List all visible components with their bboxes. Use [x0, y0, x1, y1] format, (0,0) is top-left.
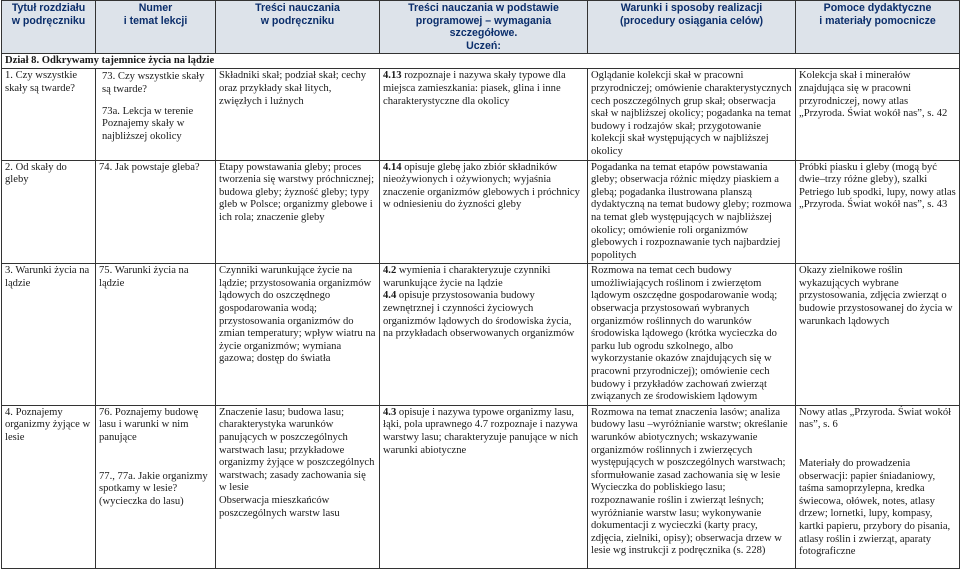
aids-text: Nowy atlas „Przyroda. Świat wokół nas”, s. 6: [799, 406, 952, 431]
table-row: [2, 160, 960, 264]
requirement-text: opisuje i nazywa typowe organizmy lasu, łąki, pola uprawnego 4.7 rozpoznaje i nazywa warstwy lasu; charakteryzuje panujące w nich warunki abiotyczne: [383, 406, 579, 456]
requirements-cell: [380, 160, 588, 264]
table-row: [2, 69, 960, 160]
methods-text: Rozmowa na temat znaczenia lasów; analiza budowy lasu –wyróżnianie warstw; określanie warunków abiotycznych; wskazywanie organizmów roślinnych i zwierzęcych występujących w poszczególnych warstwach; sformułowanie zasad zachowania się w lesie: [591, 406, 788, 481]
requirement-ref: 4.4: [383, 290, 397, 302]
lesson-title: 73. Czy wszystkie skały są twarde?: [102, 71, 205, 95]
chapter-cell: 1. Czy wszystkie skały są twarde?: [2, 69, 96, 160]
methods-text: Wycieczka do pobliskiego lasu; rozpoznawanie roślin i zwierząt leśnych; wyróżnianie warstw lasu; wykonywanie dokumentacji z wycieczki (karty pracy, zdjęcia, zielniki, opisy); obserwacja drzew w lesie wg instrukcji z podręcznika (s. 228): [591, 482, 782, 557]
content-cell: Czynniki warunkujące życie na lądzie; przystosowania organizmów lądowych do oszczędnego gospodarowania wodą; przystosowania organizmów do zmian temperatury; wpływ wiatru na życie organizmów; wymiana gazowa; dostęp do światła: [216, 264, 380, 406]
requirements-cell: [380, 264, 588, 406]
header-chapter-title: Tytuł rozdziału w podręczniku: [2, 1, 96, 54]
requirement-text: wymienia i charakteryzuje czynniki warunkujące życie na lądzie: [383, 265, 551, 289]
aids-cell: Próbki piasku i gleby (mogą być dwie–trzy różne gleby), szalki Petriego lub spodki, lupy, nowy atlas „Przyroda. Świat wokół nas”, s. 43: [796, 160, 960, 264]
aids-cell: [796, 405, 960, 568]
requirement-text: rozpoznaje i nazywa skały typowe dla miejsca zamieszkania: piasek, glina i inne charakterystyczne dla okolicy: [383, 70, 566, 107]
section-row: [2, 54, 960, 69]
methods-cell: Rozmowa na temat cech budowy umożliwiających roślinom i zwierzętom lądowym oszczędne gospodarowanie wodą; obserwacja przystosowań wybranych organizmów roślinnych do warunków środowiska lądowego (krótka wycieczka do parku lub ogrodu szkolnego, albo wykorzystanie okazów znajdujących się w pracowni przyrodniczej); omówienie cech budowy i przykładów zachowań zwierząt związanych ze środowiskiem lądowym: [588, 264, 796, 406]
requirement-text: opisuje przystosowania budowy zewnętrznej i czynności życiowych organizmów lądowych do środowiska życia, na przykładach obserwowanych organizmów: [383, 290, 575, 340]
content-cell: [216, 405, 380, 568]
requirement-ref: 4.3: [383, 406, 397, 418]
content-text: Obserwacja mieszkańców poszczególnych warstw lasu: [219, 494, 340, 519]
requirements-cell: [380, 69, 588, 160]
lesson-title: 77., 77a. Jakie organizmy spotkamy w lesie? (wycieczka do lasu): [99, 470, 208, 507]
lesson-title: 75. Warunki życia na lądzie: [99, 265, 189, 289]
lesson-plan-table: [1, 0, 960, 569]
header-methods: Warunki i sposoby realizacji (procedury osiągania celów): [588, 1, 796, 54]
methods-cell: Pogadanka na temat etapów powstawania gleby; obserwacja różnic między piaskiem a glebą; pogadanka ilustrowana planszą dydaktyczną na temat budowy gleby; rozmowa na temat gleb występujących w najbliższej okolicy; omówienie roli organizmów glebowych i rozpoznawanie tych najbardziej popolitych: [588, 160, 796, 264]
header-row: [2, 1, 960, 54]
aids-text: Materiały do prowadzenia obserwacji: papier śniadaniowy, taśma samoprzylepna, kredka świecowa, ołówek, notes, atlasy drzew; lornetki, lupy, kompasy, kartki papieru, przybory do pisania, atlasy roślin i zwierząt, aparaty fotograficzne: [799, 458, 951, 558]
requirement-ref: 4.13: [383, 70, 402, 82]
requirement-ref: 4.2: [383, 265, 397, 277]
requirement-text: opisuje glebę jako zbiór składników nieożywionych i ożywionych; wyjaśnia znaczenie organizmów glebowych i próchnicy w odniesieniu do żyzności gleby: [383, 161, 580, 211]
content-cell: Składniki skał; podział skał; cechy oraz przykłady skał litych, zwięzłych i luźnych: [216, 69, 380, 160]
aids-cell: Okazy zielnikowe roślin wykazujących wybrane przystosowania, zdjęcia zwierząt o budowie przystosowanej do życia w warunkach lądowych: [796, 264, 960, 406]
methods-cell: Oglądanie kolekcji skał w pracowni przyrodniczej; omówienie charakterystycznych cech poszczególnych grup skał; obserwacja skał w najbliższej okolicy; pogadanka na temat budowy i rodzajów skał; przygotowanie kolekcji skał występujących w najbliższej okolicy: [588, 69, 796, 160]
lesson-cell: [96, 69, 216, 160]
aids-cell: Kolekcja skał i minerałów znajdująca się w pracowni przyrodniczej, nowy atlas „Przyroda. Świat wokół nas”, s. 42: [796, 69, 960, 160]
lesson-cell: [96, 405, 216, 568]
requirements-cell: [380, 405, 588, 568]
table-row: [2, 405, 960, 568]
lesson-cell: [96, 160, 216, 264]
header-curriculum-requirements: Treści nauczania w podstawie programowej – wymagania szczegółowe. Uczeń:: [380, 1, 588, 54]
lesson-title: 76. Poznajemy budowę lasu i warunki w nim panujące: [99, 406, 199, 443]
content-cell: Etapy powstawania gleby; proces tworzenia się warstwy próchnicznej; budowa gleby; żyzność gleby; typy gleb w Polsce; organizmy glebowe i ich rola; znaczenie gleby: [216, 160, 380, 264]
section-title: Dział 8. Odkrywamy tajemnice życia na lądzie: [2, 54, 960, 69]
chapter-cell: 2. Od skały do gleby: [2, 160, 96, 264]
chapter-cell: 3. Warunki życia na lądzie: [2, 264, 96, 406]
header-textbook-content: Treści nauczania w podręczniku: [216, 1, 380, 54]
header-lesson-number: Numer i temat lekcji: [96, 1, 216, 54]
requirement-ref: 4.14: [383, 161, 402, 173]
methods-cell: [588, 405, 796, 568]
lesson-title: 73a. Lekcja w terenie Poznajemy skały w najbliższej okolicy: [102, 105, 194, 142]
header-teaching-aids: Pomoce dydaktyczne i materiały pomocnicze: [796, 1, 960, 54]
content-text: Znaczenie lasu; budowa lasu; charakterystyka warunków panujących w poszczególnych warstwach lasu; przykładowe organizmy żyjące w poszczególnych warstwach; zasady zachowania się w lesie: [219, 406, 375, 494]
chapter-cell: 4. Poznajemy organizmy żyjące w lesie: [2, 405, 96, 568]
lesson-cell: [96, 264, 216, 406]
lesson-title: 74. Jak powstaje gleba?: [99, 161, 200, 173]
table-row: [2, 264, 960, 406]
